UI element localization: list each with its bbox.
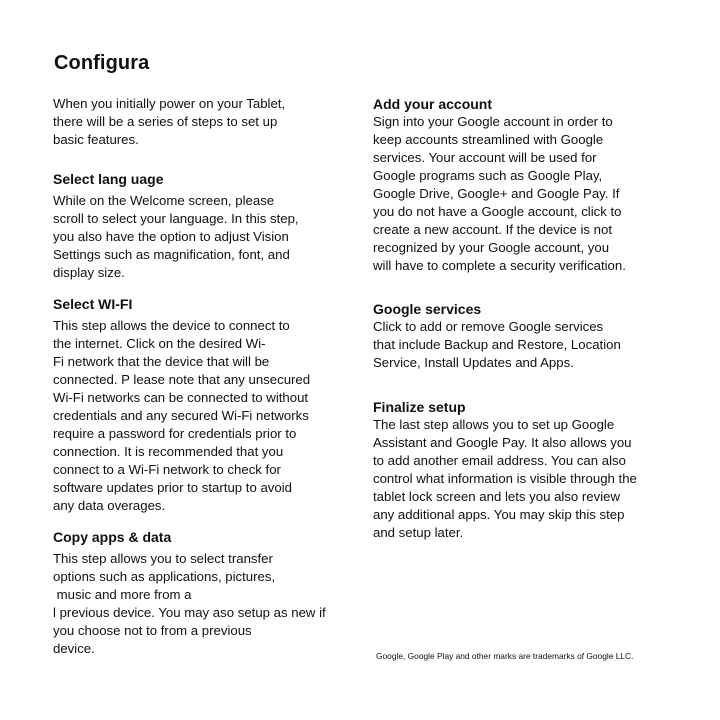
section-body <box>53 192 299 282</box>
text-line: This step allows the device to connect to <box>53 318 290 333</box>
text-line: basic features. <box>53 132 139 147</box>
text-line: options such as applications, pictures, <box>53 569 276 584</box>
text-line: Assistant and Google Pay. It also allows you <box>373 435 632 450</box>
text-line: Fi network that the device that will be <box>53 354 270 369</box>
text-line: credentials and any secured Wi-Fi networks <box>53 408 309 423</box>
text-line: control what information is visible through the <box>373 471 637 486</box>
text-line: there will be a series of steps to set up <box>53 114 278 129</box>
text-line: any additional apps. You may skip this step <box>373 507 625 522</box>
section-heading: Finalize setup <box>373 399 466 415</box>
text-line: device. <box>53 641 95 656</box>
text-line: tablet lock screen and lets you also review <box>373 489 621 504</box>
text-line: connected. P lease note that any unsecured <box>53 372 311 387</box>
select-language-section <box>53 170 299 282</box>
text-line: connection. It is recommended that you <box>53 444 284 459</box>
text-line: Wi-Fi networks can be connected to without <box>53 390 309 405</box>
text-line: will have to complete a security verification. <box>373 258 626 273</box>
text-line: and setup later. <box>373 525 464 540</box>
text-line: you also have the option to adjust Vision <box>53 229 289 244</box>
text-line: Sign into your Google account in order to <box>373 114 613 129</box>
text-line: music and more from a <box>53 587 192 602</box>
text-line: Service, Install Updates and Apps. <box>373 355 574 370</box>
finalize-setup-section <box>373 398 637 542</box>
text-line: services. Your account will be used for <box>373 150 597 165</box>
text-line: Click to add or remove Google services <box>373 319 604 334</box>
section-body <box>53 550 326 658</box>
section-body <box>373 113 626 275</box>
text-line: When you initially power on your Tablet, <box>53 96 286 111</box>
google-services-section <box>373 300 621 372</box>
text-line: Google Drive, Google+ and Google Pay. If <box>373 186 620 201</box>
text-line: recognized by your Google account, you <box>373 240 610 255</box>
text-line: you do not have a Google account, click to <box>373 204 622 219</box>
text-line: software updates prior to startup to avoid <box>53 480 292 495</box>
text-line: the internet. Click on the desired Wi- <box>53 336 266 351</box>
section-body <box>53 317 310 515</box>
section-heading: Add your account <box>373 96 493 112</box>
text-line: require a password for credentials prior to <box>53 426 297 441</box>
text-line: l previous device. You may aso setup as new if <box>53 605 326 620</box>
text-line: keep accounts streamlined with Google <box>373 132 604 147</box>
trademark-footnote: Google, Google Play and other marks are trademarks of Google LLC. <box>376 651 634 661</box>
section-body <box>373 416 637 542</box>
section-heading: Select WI-FI <box>53 296 133 312</box>
section-body <box>373 318 621 372</box>
text-line: create a new account. If the device is not <box>373 222 612 237</box>
section-heading: Select lang uage <box>53 171 164 187</box>
text-line: While on the Welcome screen, please <box>53 193 275 208</box>
text-line: you choose not to from a previous <box>53 623 252 638</box>
copy-apps-section <box>53 528 326 658</box>
add-account-section <box>373 95 626 275</box>
text-line: that include Backup and Restore, Location <box>373 337 621 352</box>
text-line: Google programs such as Google Play, <box>373 168 603 183</box>
text-line: to add another email address. You can also <box>373 453 626 468</box>
text-line: Settings such as magnification, font, and <box>53 247 290 262</box>
text-line: any data overages. <box>53 498 166 513</box>
section-heading: Google services <box>373 301 482 317</box>
text-line: This step allows you to select transfer <box>53 551 273 566</box>
text-line: display size. <box>53 265 125 280</box>
intro-section <box>53 95 285 149</box>
section-heading: Copy apps & data <box>53 529 172 545</box>
page-title: Configura <box>54 52 150 74</box>
select-wifi-section <box>53 295 310 515</box>
text-line: connect to a Wi-Fi network to check for <box>53 462 281 477</box>
intro-text <box>53 95 285 149</box>
text-line: scroll to select your language. In this step, <box>53 211 299 226</box>
text-line: The last step allows you to set up Google <box>373 417 615 432</box>
